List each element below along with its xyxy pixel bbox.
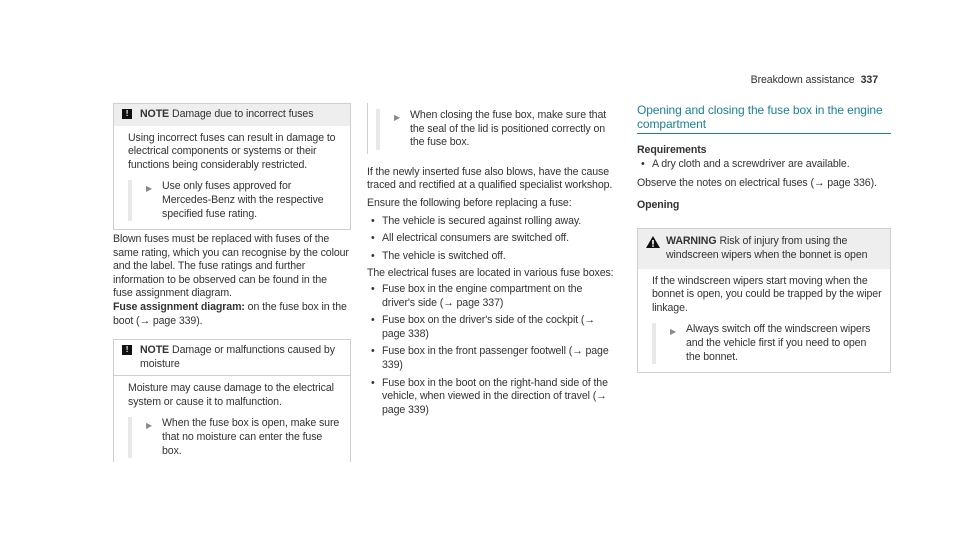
fuse-diagram-label: Fuse assignment diagram: (113, 301, 245, 313)
requirements-heading: Requirements (637, 144, 707, 156)
section-heading: Opening and closing the fuse box in the engine compartment (637, 103, 883, 131)
note-label: NOTE (140, 108, 170, 120)
note-title: Damage or malfunctions caused by moisture (140, 344, 335, 370)
requirements-list (637, 158, 891, 172)
heading-rule (637, 133, 891, 134)
paragraph-fuse-boxes: The electrical fuses are located in various fuse boxes: (367, 267, 614, 280)
checklist (367, 215, 617, 264)
note-incorrect-fuses (113, 103, 351, 230)
notice-icon: ! (122, 109, 132, 119)
paragraph-ensure: Ensure the following before replacing a fuse: (367, 196, 572, 209)
instruction-step (128, 180, 342, 221)
arrow-right-icon: ▶ (394, 113, 401, 122)
fuse-box-list (367, 283, 617, 417)
paragraph-blown-fuses: Blown fuses must be replaced with fuses of the same rating, which you can recognise by the colour and the label. The fuse ratings and further information to be observed can be found in the fuse assignment diagram. (113, 233, 349, 300)
note-title: Damage due to incorrect fuses (172, 108, 314, 120)
fuse-diagram-text: on the fuse box in the boot (→ page 339). (113, 301, 347, 327)
list-item: • All electrical consumers are switched off. (367, 232, 617, 246)
note-moisture (113, 339, 351, 462)
paragraph-observe: Observe the notes on electrical fuses (→ page 336). (637, 177, 877, 190)
paragraph-fuse-diagram (113, 301, 349, 328)
step-text: When the fuse box is open, make sure that no moisture can enter the fuse box. (162, 417, 340, 457)
list-item: • Fuse box in the front passenger footwell (→ page 339) (367, 345, 617, 372)
paragraph-fuse-blows: If the newly inserted fuse also blows, have the cause traced and rectified at a qualified specialist workshop. (367, 165, 613, 192)
warning-triangle-icon (646, 236, 660, 248)
step-text: Always switch off the windscreen wipers and the vehicle first if you need to open the bonnet. (686, 323, 871, 363)
note-body: Moisture may cause damage to the electrical system or cause it to malfunction. (128, 382, 334, 408)
arrow-right-icon: ▶ (670, 327, 677, 337)
list-item: • The vehicle is secured against rolling away. (367, 215, 617, 229)
list-item: • Fuse box in the boot on the right-hand side of the vehicle, when viewed in the direction of travel (→ page 339) (367, 377, 617, 418)
notice-icon: ! (122, 345, 132, 355)
section-title: Breakdown assistance (750, 74, 855, 86)
note-label: NOTE (140, 344, 170, 356)
list-item: • A dry cloth and a screwdriver are available. (637, 158, 891, 172)
page-header (751, 74, 878, 88)
instruction-step (376, 109, 617, 150)
warning-body: If the windscreen wipers start moving when the bonnet is open, you could be trapped by the wiper linkage. (652, 274, 882, 314)
page-number: 337 (860, 74, 878, 86)
instruction-step (652, 323, 882, 364)
warning-label: WARNING (666, 235, 717, 248)
column-3 (637, 103, 891, 373)
step-text: Use only fuses approved for Mercedes-Benz with the respective specified fuse rating. (162, 180, 324, 220)
warning-title: Risk of injury from using the windscreen wipers when the bonnet is open (666, 235, 868, 261)
arrow-right-icon: ▶ (146, 184, 153, 194)
column-2 (367, 103, 617, 417)
opening-heading: Opening (637, 198, 680, 211)
list-item: • Fuse box on the driver's side of the cockpit (→ page 338) (367, 314, 617, 341)
note-body: Using incorrect fuses can result in damage to electrical components or systems or their functions being considerably restricted. (128, 131, 336, 171)
list-item: • Fuse box in the engine compartment on the driver's side (→ page 337) (367, 283, 617, 310)
warning-wipers (637, 228, 891, 373)
instruction-step (128, 417, 342, 458)
arrow-right-icon: ▶ (146, 421, 153, 431)
list-item: • The vehicle is switched off. (367, 250, 617, 264)
step-text: When closing the fuse box, make sure that the seal of the lid is positioned correctly on the fuse box. (410, 109, 607, 149)
